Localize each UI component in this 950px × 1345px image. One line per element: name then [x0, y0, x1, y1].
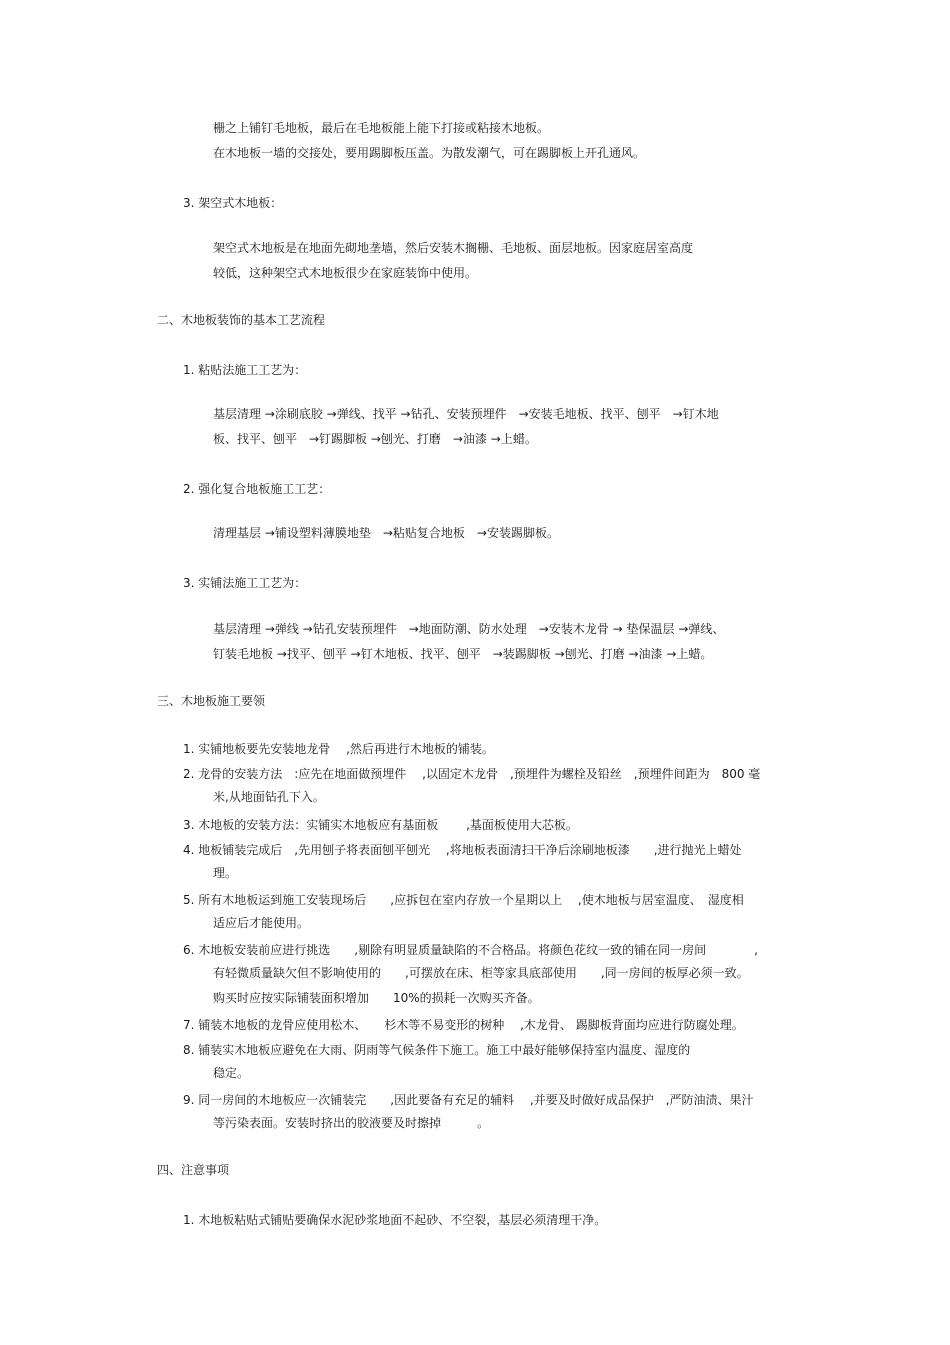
- intro-line-2: 在木地板一墙的交接处，要用踢脚板压盖。为散发潮气，可在踢脚板上开孔通风。: [213, 146, 646, 160]
- item-3-heading: 3. 架空式木地板：: [183, 196, 283, 210]
- s3-item-1: 1. 实铺地板要先安装地龙骨 ,然后再进行木地板的铺装。: [183, 742, 494, 756]
- s2-p1-line-1: 基层清理 →涂刷底胶 →弹线、找平 →钻孔、安装预埋件 →安装毛地板、找平、刨平 →钉木地: [213, 407, 719, 421]
- s3-item-4-line-2: 理。: [213, 866, 238, 880]
- s2-p3-heading: 3. 实铺法施工工艺为：: [183, 576, 307, 590]
- s3-item-9-line-1: 9. 同一房间的木地板应一次铺装完 ,因此要备有充足的辅料 ,并要及时做好成品保护 ,严防油渍、果汁: [183, 1093, 754, 1107]
- s2-p1-heading: 1. 粘贴法施工工艺为：: [183, 363, 307, 377]
- s3-item-3: 3. 木地板的安装方法：实铺实木地板应有基面板 ,基面板使用大芯板。: [183, 818, 578, 832]
- s3-item-2-line-1: 2. 龙骨的安装方法 :应先在地面做预埋件 ,以固定木龙骨 ,预埋件为螺栓及铅丝 ,预埋件间距为 800 毫: [183, 767, 761, 781]
- s4-item-1: 1. 木地板粘贴式铺贴要确保水泥砂浆地面不起砂、不空裂，基层必须清理干净。: [183, 1213, 607, 1227]
- s2-p3-line-1: 基层清理 →弹线 →钻孔安装预埋件 →地面防潮、防水处理 →安装木龙骨 → 垫保温层 →弹线、: [213, 622, 725, 636]
- s2-p2-heading: 2. 强化复合地板施工工艺：: [183, 482, 331, 496]
- s3-item-7: 7. 铺装木地板的龙骨应使用松木、 杉木等不易变形的树种 ,木龙骨、 踢脚板背面均应进行防腐处理。: [183, 1018, 744, 1032]
- s2-p3-line-2: 钉装毛地板 →找平、刨平 →钉木地板、找平、刨平 →装踢脚板 →刨光、打磨 →油漆 →上蜡。: [213, 647, 713, 661]
- section-2-title: 二、木地板装饰的基本工艺流程: [157, 313, 326, 327]
- s3-item-6-line-1: 6. 木地板安装前应进行挑选 ,剔除有明显质量缺陷的不合格品。将颜色花纹一致的铺在同一房间 ,: [183, 943, 758, 957]
- s3-item-8-line-2: 稳定。: [213, 1066, 250, 1080]
- item-3-line-1: 架空式木地板是在地面先砌地垄墙，然后安装木搁栅、毛地板、面层地板。因家庭居室高度: [213, 241, 694, 255]
- item-3-line-2: 较低，这种架空式木地板很少在家庭装饰中使用。: [213, 266, 478, 280]
- s3-item-6-line-3: 购买时应按实际铺装面积增加 10%的损耗一次购买齐备。: [213, 991, 540, 1005]
- s2-p1-line-2: 板、找平、刨平 →钉踢脚板 →刨光、打磨 →油漆 →上蜡。: [213, 432, 537, 446]
- s3-item-8-line-1: 8. 铺装实木地板应避免在大雨、阴雨等气候条件下施工。施工中最好能够保持室内温度、湿度的: [183, 1043, 691, 1057]
- s3-item-9-line-2: 等污染表面。安装时挤出的胶液要及时擦掉 。: [213, 1116, 490, 1130]
- s3-item-5-line-2: 适应后才能使用。: [213, 916, 310, 930]
- s2-p2-line-1: 清理基层 →铺设塑料薄膜地垫 →粘贴复合地板 →安装踢脚板。: [213, 526, 559, 540]
- s3-item-5-line-1: 5. 所有木地板运到施工安装现场后 ,应拆包在室内存放一个星期以上 ,使木地板与居室温度、 湿度相: [183, 893, 744, 907]
- section-3-title: 三、木地板施工要领: [157, 694, 266, 708]
- section-4-title: 四、注意事项: [157, 1163, 230, 1177]
- intro-line-1: 栅之上铺钉毛地板，最后在毛地板能上能下打接或粘接木地板。: [213, 121, 550, 135]
- s3-item-6-line-2: 有轻微质量缺欠但不影响使用的 ,可摆放在床、柜等家具底部使用 ,同一房间的板厚必须一致。: [213, 966, 749, 980]
- s3-item-2-line-2: 米,从地面钻孔下入。: [213, 790, 325, 804]
- s3-item-4-line-1: 4. 地板铺装完成后 ,先用刨子将表面刨平刨光 ,将地板表面清扫干净后涂刷地板漆 ,进行抛光上蜡处: [183, 843, 742, 857]
